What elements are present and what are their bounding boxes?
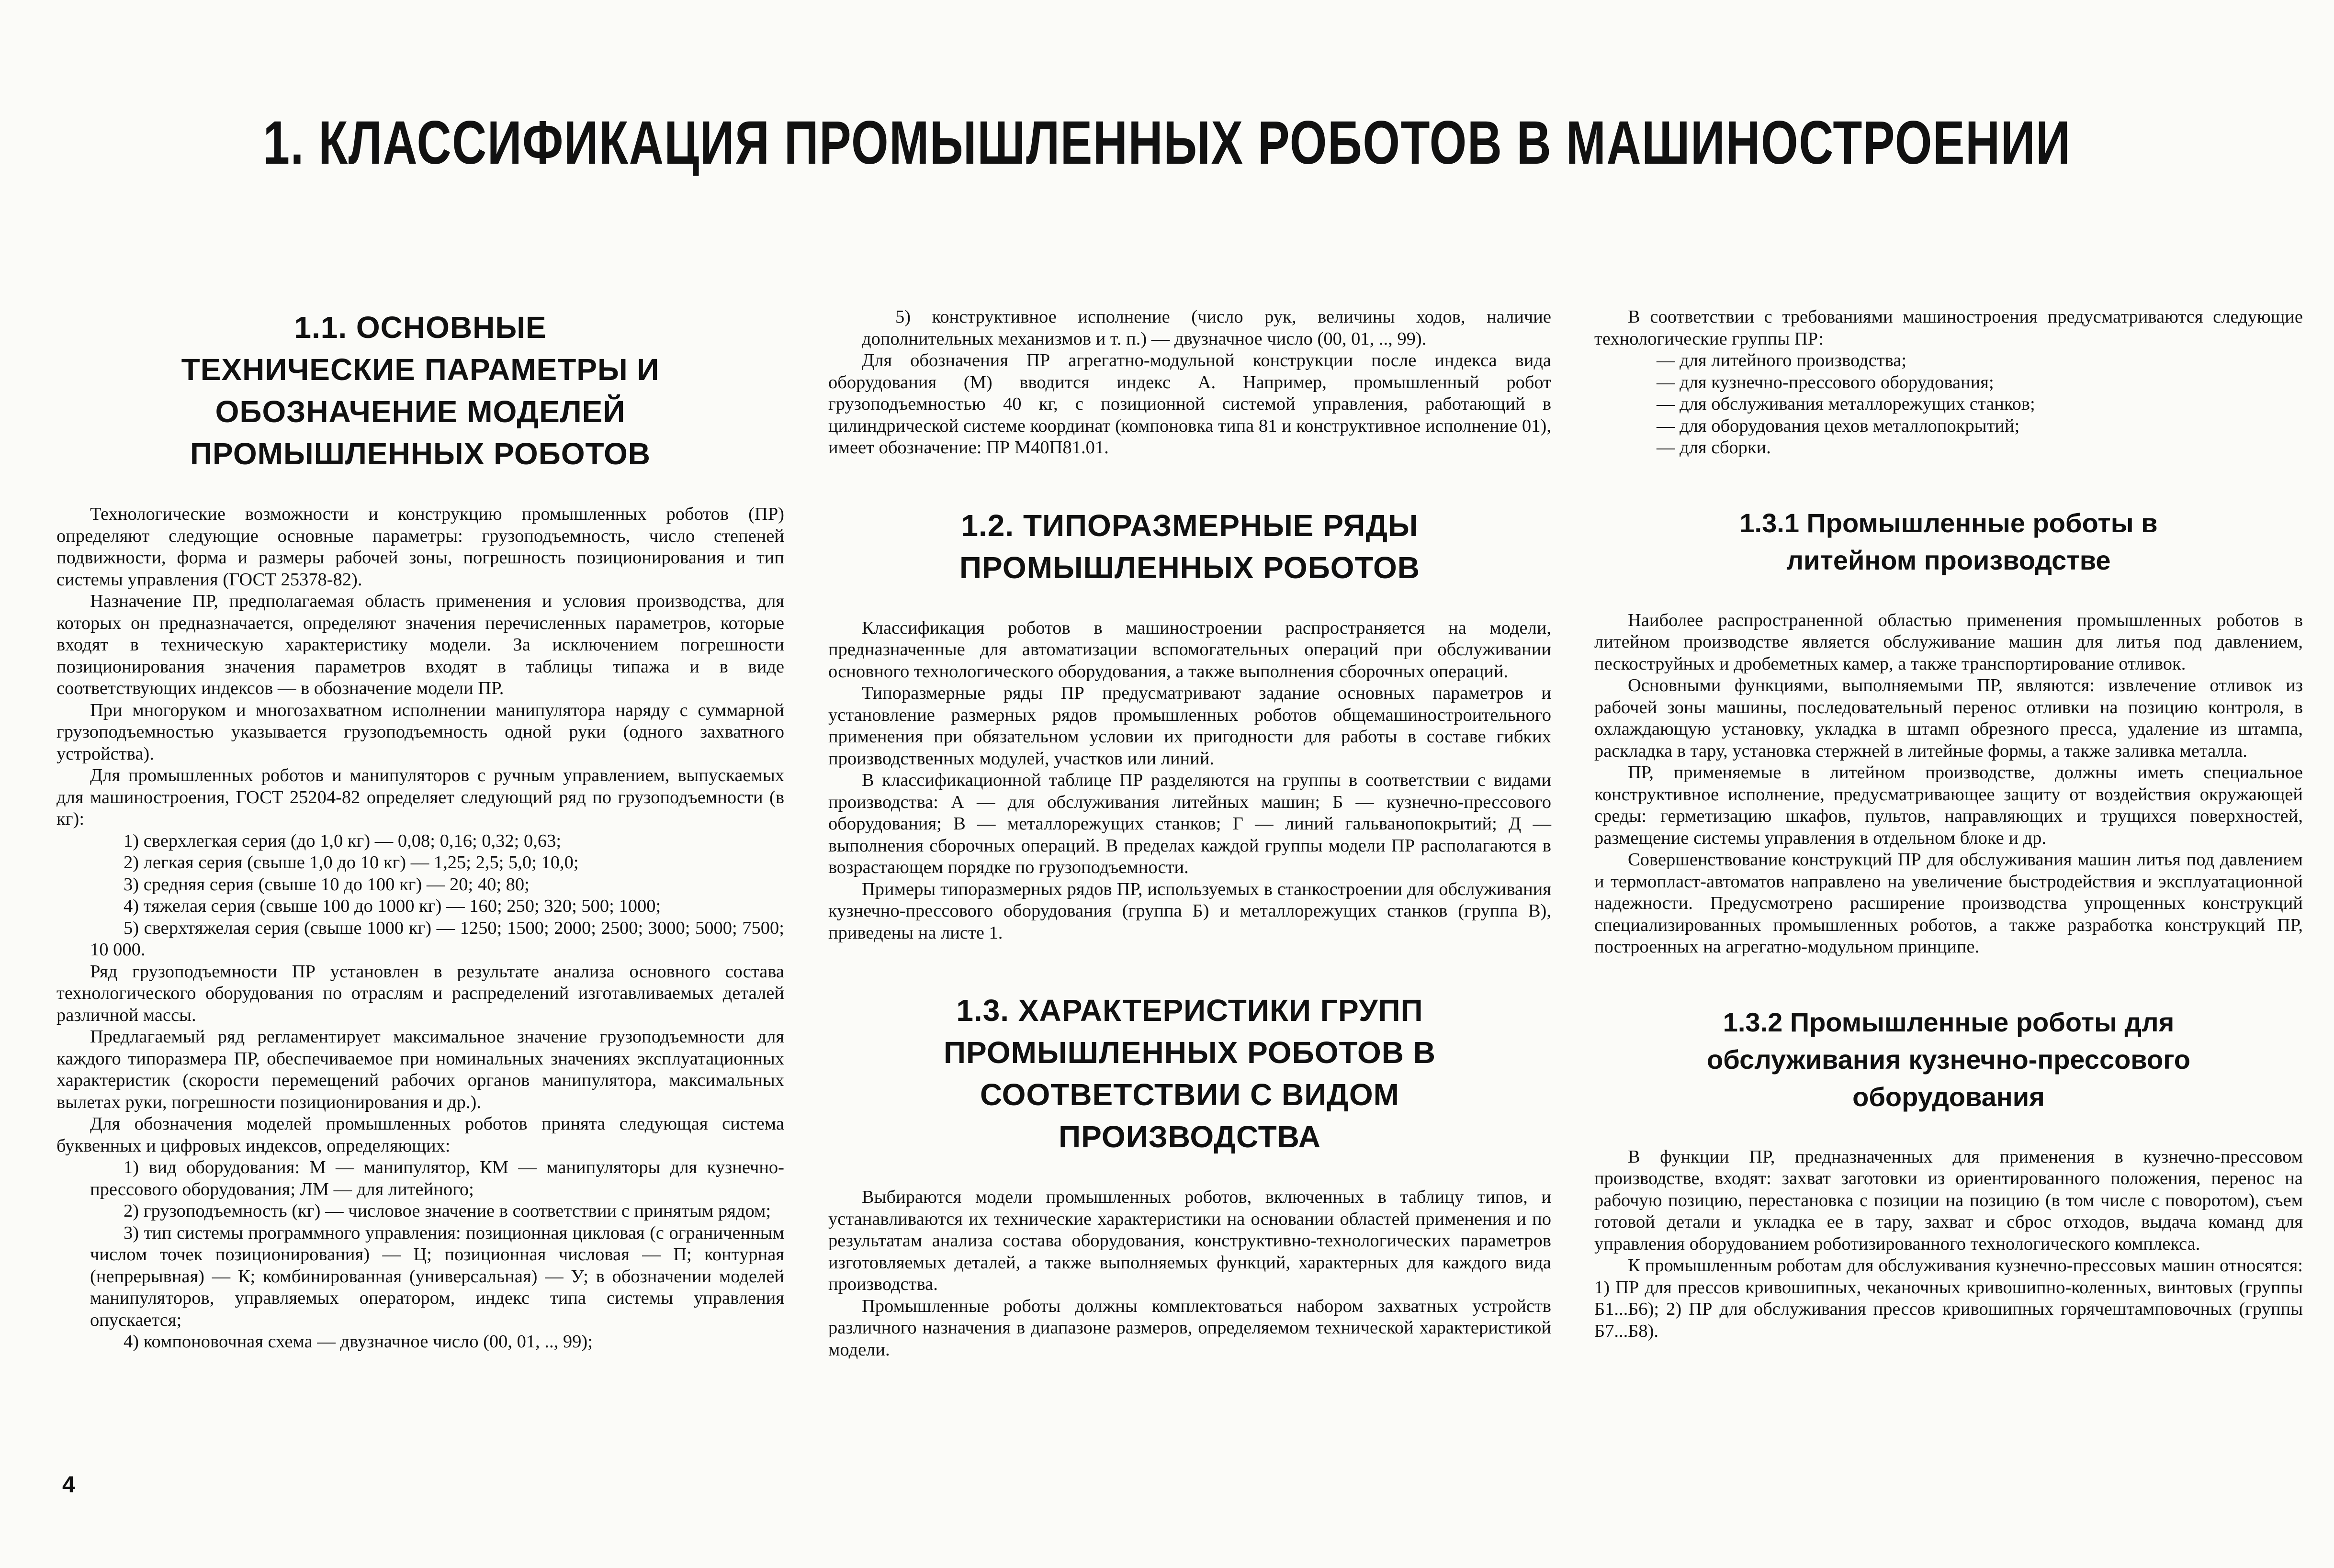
- list-item: 5) сверхтяжелая серия (свыше 1000 кг) — 1250; 1500; 2000; 2500; 3000; 5000; 7500; 10 000.: [90, 918, 784, 960]
- paragraph: В соответствии с требованиями машиностроения предусматриваются следующие технологические группы ПР:: [1594, 307, 2303, 349]
- paragraph: К промышленным роботам для обслуживания кузнечно-прессовых машин относятся: 1) ПР для прессов кривошипных, чеканочных кривошипно-коленных, винтовых (группы Б1...Б6); 2) ПР для обслуживания прессов кривошипных горячештамповочных (группы Б7...Б8).: [1594, 1255, 2303, 1341]
- paragraph: Совершенствование конструкций ПР для обслуживания машин литья под давлением и термопласт-автоматов направлено на увеличение быстродействия и эксплуатационной надежности. Предусмотрено расширение производства упрощенных конструкций специализированных промышленных роботов, а также разработка конструкций ПР, построенных на агрегатно-модульном принципе.: [1594, 850, 2303, 957]
- list-item: 2) легкая серия (свыше 1,0 до 10 кг) — 1,25; 2,5; 5,0; 10,0;: [124, 852, 579, 873]
- paragraph: Промышленные роботы должны комплектоваться набором захватных устройств различного назначения в диапазоне размеров, определяемом технической характеристикой модели.: [828, 1296, 1551, 1360]
- paragraph: В функции ПР, предназначенных для применения в кузнечно-прессовом производстве, входят: захват заготовки из ориентированного положения, перенос на рабочую позицию, перестановка с позиции на позицию (в том числе с поворотом), съем готовой детали и укладка ее в тару, захват и сброс отходов, выдача команд для управления оборудованием роботизированного технологического комплекса.: [1594, 1146, 2303, 1254]
- paragraph: Для промышленных роботов и манипуляторов с ручным управлением, выпускаемых для машиностроения, ГОСТ 25204-82 определяет следующий ряд по грузоподъемности (в кг):: [56, 765, 784, 829]
- paragraph: ПР, применяемые в литейном производстве, должны иметь специальное конструктивное исполнение, предусматривающее защиту от воздействия окружающей среды: герметизацию шкафов, пультов, направляющих и трущихся поверхностей, размещение системы управления в отдельном блоке и др.: [1594, 762, 2303, 848]
- paragraph: Наиболее распространенной областью применения промышленных роботов в литейном производстве является обслуживание машин для литья под давлением, пескоструйных и дробеметных камер, а также транспортирование отливок.: [1594, 610, 2303, 674]
- list-item: — для кузнечно-прессового оборудования;: [1657, 372, 1994, 392]
- list-item: — для оборудования цехов металлопокрытий;: [1657, 415, 2020, 436]
- page-title: 1. КЛАССИФИКАЦИЯ ПРОМЫШЛЕННЫХ РОБОТОВ В МАШИНОСТРОЕНИИ: [263, 109, 2071, 177]
- paragraph: Выбираются модели промышленных роботов, включенных в таблицу типов, и устанавливаются их технические характеристики на основании областей применения и по результатам анализа состава оборудования, конструктивно-технологических параметров изготовляемых деталей, а также выполняемых функций, характерных для каждого вида производства.: [828, 1187, 1551, 1294]
- column-2: [828, 306, 1551, 1361]
- column-3: [1594, 306, 2303, 1342]
- paragraph: При многоруком и многозахватном исполнении манипулятора наряду с суммарной грузоподъемностью указывается грузоподъемность одной руки (одного захватного устройства).: [56, 700, 784, 764]
- list-item: — для обслуживания металлорежущих станков;: [1657, 394, 2035, 414]
- paragraph: Назначение ПР, предполагаемая область применения и условия производства, для которых он предназначается, определяют значения перечисленных параметров, которые входят в техническую характеристику модели. За исключением погрешности позиционирования значения параметров входят в таблицы типажа и в виде соответствующих индексов — в обозначение модели ПР.: [56, 591, 784, 698]
- list-item: 3) средняя серия (свыше 10 до 100 кг) — 20; 40; 80;: [124, 874, 530, 895]
- list-item: — для сборки.: [1657, 437, 1771, 458]
- section-heading-1-2: 1.2. ТИПОРАЗМЕРНЫЕ РЯДЫ ПРОМЫШЛЕННЫХ РОБОТОВ: [959, 508, 1420, 585]
- paragraph: Для обозначения моделей промышленных роботов принята следующая система буквенных и цифровых индексов, определяющих:: [56, 1114, 784, 1156]
- paragraph: Классификация роботов в машиностроении распространяется на модели, предназначенные для автоматизации вспомогательных операций при обслуживании основного технологического оборудования, а также выполнения сборочных операций.: [828, 617, 1551, 682]
- paragraph: Для обозначения ПР агрегатно-модульной конструкции после индекса вида оборудования (М) вводится индекс А. Например, промышленный робот грузоподъемностью 40 кг, с позиционной системой управления, работающий в цилиндрической системе координат (компоновка типа 81 и конструктивное исполнение 01), имеет обозначение: ПР М40П81.01.: [828, 350, 1551, 458]
- paragraph: В классификационной таблице ПР разделяются на группы в соответствии с видами производства: А — для обслуживания литейных машин; Б — кузнечно-прессового оборудования; В — металлорежущих станков; Г — линий гальванопокрытий; Д — выполнения сборочных операций. В пределах каждой группы модели ПР располагаются в возрастающем порядке по грузоподъемности.: [828, 770, 1551, 877]
- paragraph: Примеры типоразмерных рядов ПР, используемых в станкостроении для обслуживания кузнечно-прессового оборудования (группа Б) и металлорежущих станков (группа В), приведены на листе 1.: [828, 879, 1551, 943]
- list-item: 2) грузоподъемность (кг) — числовое значение в соответствии с принятым рядом;: [124, 1201, 771, 1221]
- paragraph: Типоразмерные ряды ПР предусматривают задание основных параметров и установление размерных рядов промышленных роботов общемашиностроительного применения при обязательном условии их пригодности для работы в составе гибких производственных модулей, участков или линий.: [828, 683, 1551, 769]
- list-item: 1) сверхлегкая серия (до 1,0 кг) — 0,08; 0,16; 0,32; 0,63;: [124, 830, 562, 851]
- section-heading-1-3-2: 1.3.2 Промышленные роботы для обслуживания кузнечно-прессового оборудования: [1707, 1007, 2190, 1112]
- list-item: 5) конструктивное исполнение (число рук, величины ходов, наличие дополнительных механизмов и т. п.) — двузначное число (00, 01, .., 99).: [862, 307, 1551, 349]
- list-item: — для литейного производства;: [1657, 350, 1907, 370]
- list-item: 4) компоновочная схема — двузначное число (00, 01, .., 99);: [124, 1332, 593, 1352]
- page-number: 4: [62, 1472, 75, 1498]
- list-item: 4) тяжелая серия (свыше 100 до 1000 кг) — 160; 250; 320; 500; 1000;: [124, 896, 661, 916]
- paragraph: Ряд грузоподъемности ПР установлен в результате анализа основного состава технологического оборудования по отраслям и распределений изготавливаемых деталей различной массы.: [56, 961, 784, 1025]
- paragraph: Технологические возможности и конструкцию промышленных роботов (ПР) определяют следующие основные параметры: грузоподъемность, число степеней подвижности, форма и размеры рабочей зоны, погрешность позиционирования и тип системы управления (ГОСТ 25378-82).: [56, 504, 784, 590]
- section-heading-1-3-1: 1.3.1 Промышленные роботы в литейном производстве: [1739, 507, 2158, 575]
- paragraph: Основными функциями, выполняемыми ПР, являются: извлечение отливок из рабочей зоны машины, последовательный перенос отливки на позицию контроля, в охлаждающую установку, укладка в штамп обрезного пресса, удаление из штампа, раскладка в тару, установка стержней в литейные формы, а также заливка металла.: [1594, 675, 2303, 761]
- section-heading-1-3: 1.3. ХАРАКТЕРИСТИКИ ГРУПП ПРОМЫШЛЕННЫХ РОБОТОВ В СООТВЕТСТВИИ С ВИДОМ ПРОИЗВОДСТВА: [944, 993, 1436, 1154]
- column-1: [56, 306, 784, 1353]
- section-heading-1-1: 1.1. ОСНОВНЫЕ ТЕХНИЧЕСКИЕ ПАРАМЕТРЫ И ОБОЗНАЧЕНИЕ МОДЕЛЕЙ ПРОМЫШЛЕННЫХ РОБОТОВ: [181, 310, 660, 471]
- list-item: 3) тип системы программного управления: позиционная цикловая (с ограниченным числом точек позиционирования) — Ц; позиционная числовая — П; контурная (непрерывная) — К; комбинированная (универсальная) — У; в обозначении моделей манипуляторов, управляемых оператором, индекс типа системы управления опускается;: [90, 1222, 784, 1330]
- paragraph: Предлагаемый ряд регламентирует максимальное значение грузоподъемности для каждого типоразмера ПР, обеспечиваемое при номинальных значениях эксплуатационных характеристик (скорости перемещений рабочих органов манипулятора, максимальных вылетах руки, погрешности позиционирования и др.).: [56, 1027, 784, 1112]
- list-item: 1) вид оборудования: М — манипулятор, КМ — манипуляторы для кузнечно-прессового оборудования; ЛМ — для литейного;: [90, 1157, 784, 1199]
